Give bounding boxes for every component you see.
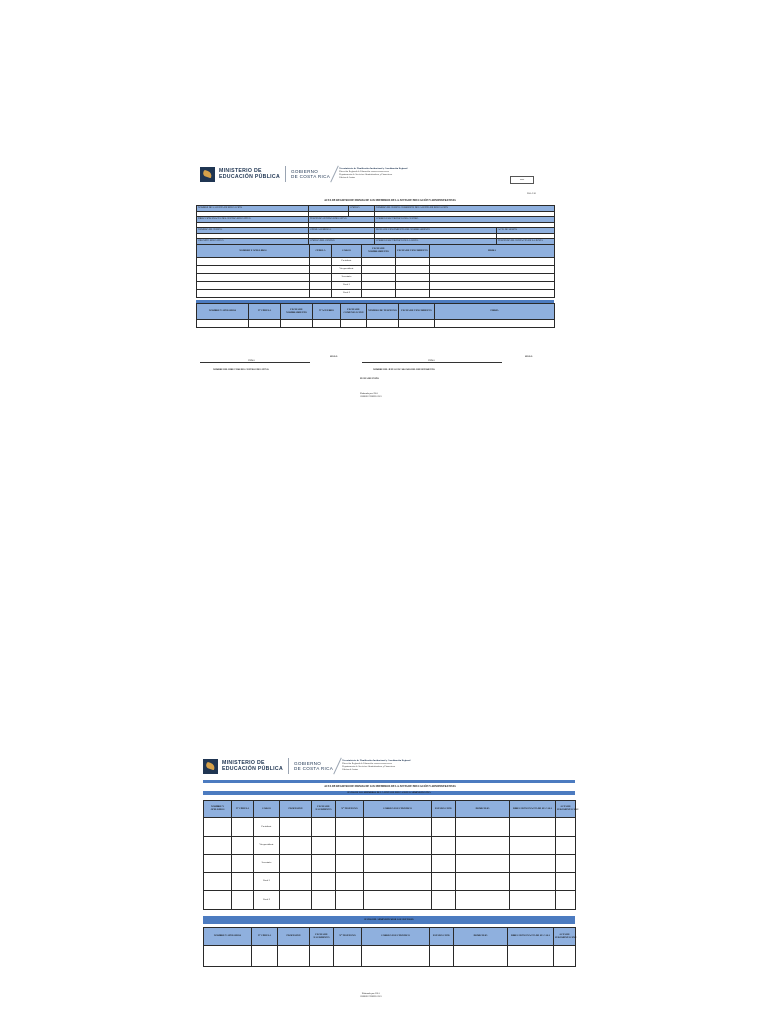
mep-crest-icon — [200, 167, 215, 182]
col-header: Nº TELÉFONO — [334, 928, 362, 946]
table-row — [197, 282, 555, 290]
head-signature-label: FIRMA — [428, 360, 435, 362]
col-header: Nº ACUERDO — [313, 304, 341, 320]
form-title: ACTA DE REGISTRO DE FIRMAS DE LOS MIEMBROS DE LA JUNTA DE EDUCACIÓN Y ADMINISTRATIVAS — [324, 199, 456, 202]
government-name: GOBIERNO DE COSTA RICA — [294, 760, 334, 771]
page2-header-logo — [203, 757, 410, 775]
table-row — [204, 818, 576, 837]
col-header: FECHA DE VENCIMIENTO — [399, 304, 435, 320]
info-label: CÓDIGO DEL CENTRO — [309, 239, 375, 245]
col-header: FECHA DE NACIMIENTO — [312, 801, 336, 818]
cargo-cell: Vicepresidente — [332, 266, 362, 274]
page1-footer: Elaborado por: DSA CORRECCIONES 2021 — [360, 393, 382, 398]
logo-slash — [333, 758, 342, 775]
info-label: CIRCUITO EDUCATIVO — [197, 239, 309, 245]
col-header: ACTA DE JURAMENTACIÓN — [556, 801, 576, 818]
page2-title: ACTA DE REGISTRO DE FIRMAS DE LOS MIEMBROS DE LA JUNTA DE EDUCACIÓN Y ADMINISTRATIVAS — [324, 785, 456, 788]
col-header: NOMBRE Y APELLIDOS — [197, 245, 310, 258]
col-header: DIRECCIÓN EXACTA DE SU CASA — [510, 801, 556, 818]
page1-members-table — [196, 244, 555, 298]
date-label: FECHA DE ENVÍO — [360, 378, 379, 380]
table-row — [197, 274, 555, 282]
table-row — [197, 258, 555, 266]
cargo-cell: Presidente — [332, 258, 362, 266]
table-row — [197, 290, 555, 298]
col-header: PROFESIÓN — [280, 801, 312, 818]
director-signature-line — [200, 362, 310, 363]
page2-members-table — [203, 800, 579, 910]
info-label: TELÉFONO CENTRO EDUCATIVO — [309, 217, 375, 223]
col-header: ESTADO CIVIL — [432, 801, 456, 818]
form-code: DSA-F-01 — [527, 193, 537, 195]
info-label: CÓDIGO — [349, 206, 375, 212]
cargo-cell: Vocal 1 — [332, 282, 362, 290]
col-header: CARGO — [332, 245, 362, 258]
page-indicator-arrow-icon: xxxx — [510, 176, 534, 184]
government-name: GOBIERNO DE COSTA RICA — [291, 168, 331, 179]
info-label: NÚMERO DE CUENTA — [197, 228, 309, 234]
cargo-cell: Vicepresidente — [254, 837, 280, 855]
cargo-cell: Vocal 2 — [332, 290, 362, 298]
cargo-cell: Presidente — [254, 818, 280, 837]
col-header: FECHA DE NACIMIENTO — [310, 928, 334, 946]
directorate-text: Viceministerio de Planificación Institucional y Coordinación Regional Dirección Regional de Educación xxxxxxxxxxxxxxxx Departamento de Servicios Administrativos y Financieros Oficina de Juntas — [342, 760, 411, 771]
info-label: NOMBRE DE LA JUNTA DE EDUCACIÓN — [197, 206, 309, 212]
info-label: CÉDULA JURÍDICA — [309, 228, 375, 234]
info-label: CORREO ELECTRÓNICO DE LA JUNTA — [375, 239, 497, 245]
ministry-name: MINISTERIO DE EDUCACIÓN PÚBLICA — [219, 168, 281, 180]
logo-divider — [285, 166, 286, 182]
info-label: TELÉFONO DE CONTACTO DE LA JUNTA — [497, 239, 555, 245]
director-caption: NOMBRE DEL DIRECTOR DEL CENTRO EDUCATIVO — [213, 369, 269, 371]
col-header: FECHA DE NOMBRAMIENTO — [362, 245, 396, 258]
info-label: CORREO ELECTRÓNICO DEL CENTRO — [375, 217, 555, 223]
col-header: ESTADO CIVIL — [430, 928, 454, 946]
table-row — [204, 946, 576, 967]
col-header: CARGO — [254, 801, 280, 818]
col-header: NÚMERO DE TELÉFONO — [367, 304, 399, 320]
col-header: ACTA DE JURAMENTACIÓN — [554, 928, 576, 946]
info-label: FECHA DE VENCIMIENTO DEL NOMBRAMIENTO — [375, 228, 497, 234]
col-header: FECHA DE COMUNICACIÓN — [341, 304, 367, 320]
col-header: Nº CÉDULA — [249, 304, 281, 320]
info-label: NÚMERO DE CUENTA CORRIENTE DE LA JUNTA DE EDUCACIÓN — [375, 206, 555, 212]
col-header: FIRMA — [435, 304, 555, 320]
logo-slash — [330, 166, 339, 183]
col-header: DIRECCIÓN EXACTA DE SU CASA — [508, 928, 554, 946]
col-header: NOMBRE Y APELLIDOS — [197, 304, 249, 320]
table-row — [204, 837, 576, 855]
page2-footer: Elaborado por: DSA CORRECCIONES 2021 — [360, 993, 382, 998]
head-seal-label: SELLO — [525, 356, 533, 358]
col-header: PROFESIÓN — [278, 928, 310, 946]
page1-admin-table — [196, 303, 555, 328]
col-header: Nº TELÉFONO — [336, 801, 364, 818]
info-label: DIRECCIÓN EXACTA DEL CENTRO EDUCATIVO — [197, 217, 309, 223]
table-row — [197, 320, 555, 328]
table-row — [197, 266, 555, 274]
page1-header-logo — [200, 165, 407, 183]
mep-crest-icon — [203, 759, 218, 774]
table-row — [204, 891, 576, 910]
col-header: NOMBRE Y APELLIDOS — [204, 928, 252, 946]
director-signature-label: FIRMA — [248, 360, 255, 362]
ministry-name: MINISTERIO DE EDUCACIÓN PÚBLICA — [222, 760, 284, 772]
col-header: Nº CÉDULA — [232, 801, 254, 818]
cargo-cell: Vocal 1 — [254, 873, 280, 891]
directorate-text: Viceministerio de Planificación Institucional y Coordinación Regional Dirección Regional de Educación xxxxxxxxxxxxxxxx Departamento de Servicios Administrativos y Financieros Oficina de Juntas — [339, 168, 408, 179]
col-header: CORREO ELECTRÓNICO — [364, 801, 432, 818]
director-seal-label: SELLO — [330, 356, 338, 358]
col-header: FIRMA — [430, 245, 555, 258]
col-header: CÉDULA — [310, 245, 332, 258]
col-header: NOMBRE Y APELLIDOS — [204, 801, 232, 818]
cargo-cell: Vocal 2 — [254, 891, 280, 910]
col-header: Nº CÉDULA — [252, 928, 278, 946]
col-header: DOMICILIO — [456, 801, 510, 818]
page2-section-bar: DATOS DE LOS MIEMBROS DE LA JUNTA DE EDUCACIÓN O ADMINISTRATIVA — [203, 791, 575, 795]
cargo-cell: Secretario — [254, 855, 280, 873]
table-row — [204, 873, 576, 891]
page2-top-bar — [203, 780, 575, 783]
col-header: FECHA DE NOMBRAMIENTO — [281, 304, 313, 320]
table-row — [204, 855, 576, 873]
logo-divider — [288, 758, 289, 774]
col-header: DOMICILIO — [454, 928, 508, 946]
col-header: CORREO ELECTRÓNICO — [362, 928, 430, 946]
info-label: ACTA DE SESIÓN — [497, 228, 555, 234]
col-header: FECHA DE VENCIMIENTO — [396, 245, 430, 258]
page2-admin-table — [203, 927, 576, 967]
page2-admin-bar: DATOS DEL ADMINISTRADOR O SECRETARIO — [203, 916, 575, 924]
cargo-cell: Secretario — [332, 274, 362, 282]
head-caption: NOMBRE DEL JEFE O ENCARGADO DEL DEPARTAMENTO — [373, 369, 435, 371]
